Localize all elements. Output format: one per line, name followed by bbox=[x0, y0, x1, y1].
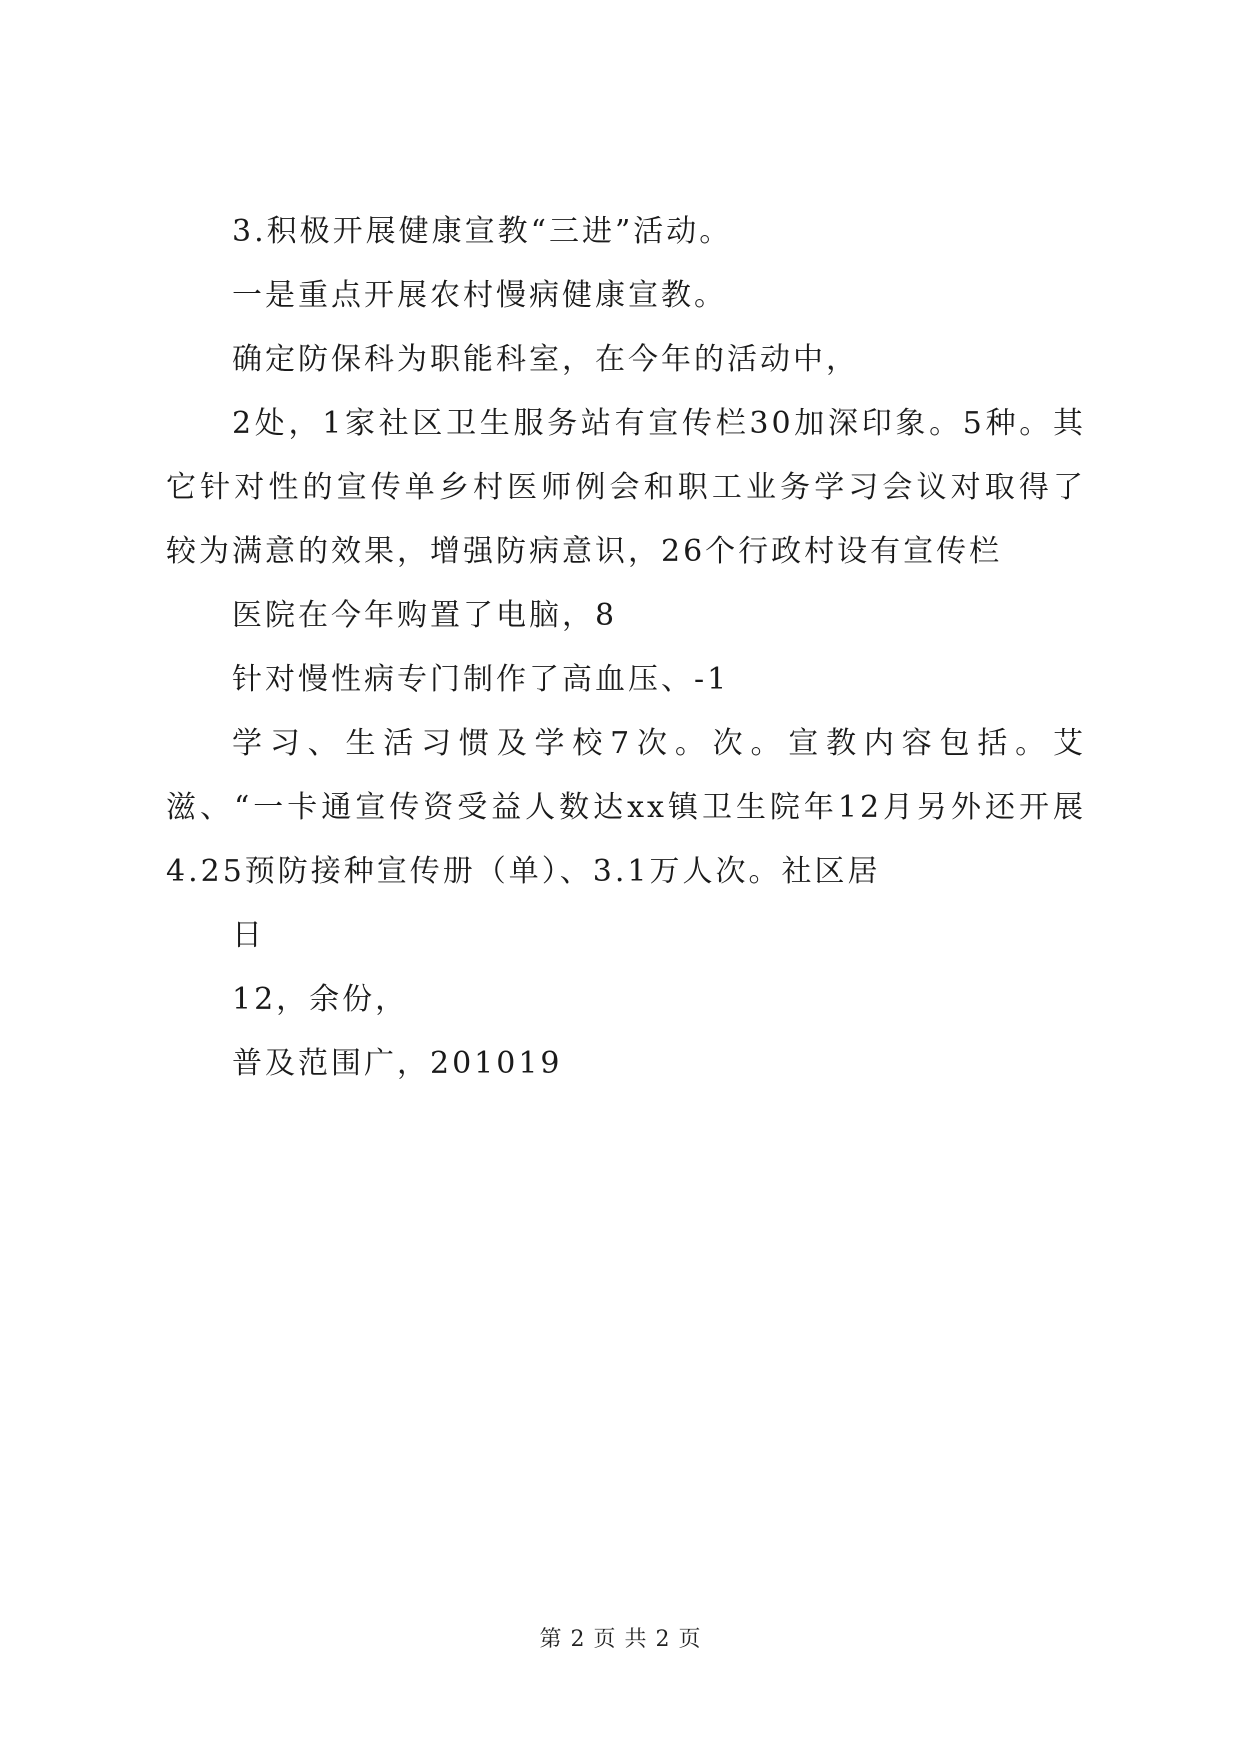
paragraph: 医院在今年购置了电脑，8 bbox=[232, 598, 618, 633]
paragraph: 日 bbox=[232, 918, 265, 953]
paragraph: 确定防保科为职能科室，在今年的活动中， bbox=[232, 342, 859, 377]
paragraph: 普及范围广，201019 bbox=[232, 1046, 563, 1081]
paragraph: 3.积极开展健康宣教“三进”活动。 bbox=[232, 214, 733, 249]
page-number-footer: 第 2 页 共 2 页 bbox=[539, 1627, 702, 1652]
paragraph: 针对慢性病专门制作了高血压、-1 bbox=[232, 662, 730, 697]
paragraph: 学习、生活习惯及学校7次。次。宣教内容包括。艾滋、“一卡通宣传资受益人数达xx镇卫生院年12月另外还开展4.25预防接种宣传册（单）、3.1万人次。社区居 bbox=[166, 726, 1086, 889]
paragraph: 一是重点开展农村慢病健康宣教。 bbox=[232, 278, 727, 313]
paragraph: 2处，1家社区卫生服务站有宣传栏30加深印象。5种。其它针对性的宣传单乡村医师例会和职工业务学习会议对取得了较为满意的效果，增强防病意识，26个行政村设有宣传栏 bbox=[166, 406, 1086, 569]
document-body bbox=[166, 200, 1086, 1096]
paragraph: 12，余份， bbox=[232, 982, 409, 1017]
